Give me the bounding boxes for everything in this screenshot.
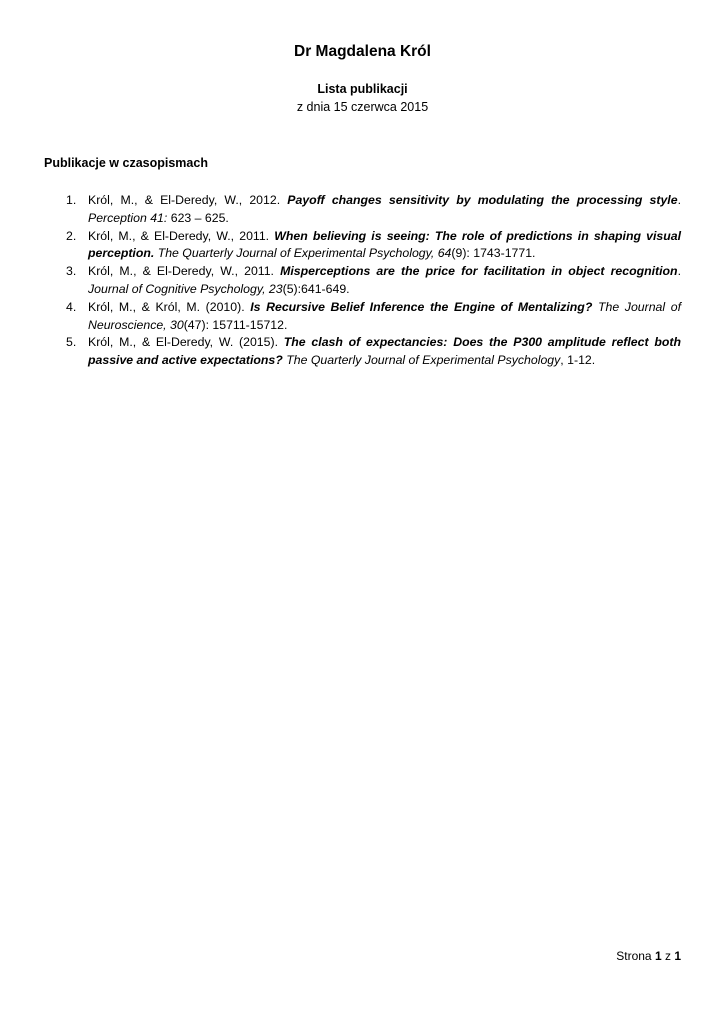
publication-journal: Journal of Cognitive Psychology, 23 bbox=[88, 281, 283, 296]
publication-title: When believing is seeing: The role of predictions in shaping visual perception. bbox=[88, 228, 681, 261]
publication-journal: The Journal of Neuroscience, 30 bbox=[88, 299, 682, 332]
publication-list bbox=[66, 192, 682, 370]
publication-title: Is Recursive Belief Inference the Engine of Mentalizing? bbox=[250, 299, 593, 314]
publication-authors: Król, M., & El-Deredy, W. (2015). bbox=[88, 335, 284, 350]
list-date: z dnia 15 czerwca 2015 bbox=[296, 100, 429, 114]
page-separator: z bbox=[664, 949, 671, 963]
publication-details: (5):641-649. bbox=[282, 281, 350, 296]
publication-separator: . bbox=[677, 193, 681, 207]
publication-authors: Król, M., & Król, M. (2010). bbox=[88, 299, 251, 314]
page-current: 1 bbox=[654, 949, 662, 963]
list-title: Lista publikacji bbox=[317, 82, 408, 96]
page-footer bbox=[616, 949, 681, 963]
section-heading: Publikacje w czasopismach bbox=[44, 156, 208, 170]
publication-separator: . bbox=[677, 264, 681, 279]
publication-item bbox=[66, 228, 681, 264]
publication-details: 623 – 625. bbox=[167, 210, 229, 225]
publication-item bbox=[66, 334, 681, 370]
publication-number: 3. bbox=[66, 264, 77, 279]
publication-number: 4. bbox=[66, 299, 77, 314]
publication-number: 2. bbox=[66, 228, 77, 243]
publication-number: 5. bbox=[66, 335, 77, 350]
page-label: Strona bbox=[616, 949, 652, 963]
publication-journal: The Quarterly Journal of Experimental Psychology, 64 bbox=[157, 246, 452, 261]
publication-journal: The Quarterly Journal of Experimental Psychology bbox=[286, 353, 561, 368]
publication-title: Misperceptions are the price for facilitation in object recognition bbox=[280, 264, 678, 279]
publication-details: (47): 15711-15712. bbox=[183, 317, 288, 332]
page-total: 1 bbox=[674, 949, 681, 963]
publication-item bbox=[66, 299, 682, 335]
publication-number: 1. bbox=[66, 193, 77, 207]
publication-authors: Król, M., & El-Deredy, W., 2011. bbox=[88, 228, 275, 243]
publication-journal: Perception 41: bbox=[88, 210, 168, 225]
publication-details: (9): 1743-1771. bbox=[451, 246, 536, 261]
publication-authors: Król, M., & El-Deredy, W., 2011. bbox=[88, 264, 281, 279]
publication-title: The clash of expectancies: Does the P300 amplitude reflect both passive and active expectations? bbox=[88, 335, 681, 368]
publication-authors: Król, M., & El-Deredy, W., 2012. bbox=[88, 193, 288, 207]
publication-item bbox=[66, 263, 681, 299]
publication-details: , 1-12. bbox=[560, 353, 596, 368]
publication-title: Payoff changes sensitivity by modulating the processing style bbox=[287, 193, 678, 207]
publication-item bbox=[66, 192, 681, 228]
author-name: Dr Magdalena Król bbox=[294, 43, 431, 60]
